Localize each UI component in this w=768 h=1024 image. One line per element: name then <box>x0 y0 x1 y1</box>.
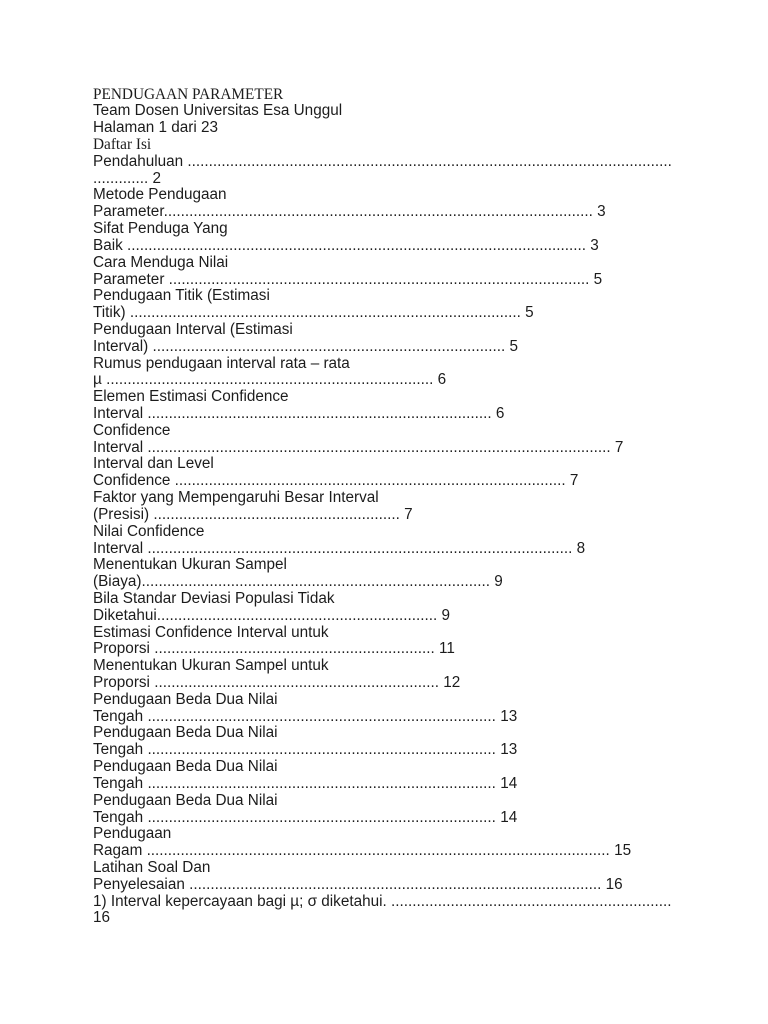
toc-entry-title-line <box>93 154 733 171</box>
toc-entry-page-line <box>93 742 733 759</box>
toc-page-number: 16 <box>93 909 111 927</box>
toc-page-number: 14 <box>500 808 518 826</box>
toc-entry <box>93 591 733 625</box>
toc-dot-leader: ................................................................................... <box>152 337 506 355</box>
toc-dot-leader: .......................................................... <box>153 505 400 523</box>
toc-entry-title-line <box>93 389 733 406</box>
toc-entry <box>93 288 733 322</box>
toc-entry-page-line <box>93 171 733 188</box>
toc-dot-leader: ............................................................................................................. <box>147 438 611 456</box>
toc-heading: Daftar Isi <box>93 136 152 154</box>
toc-entry-page-line <box>93 877 733 894</box>
toc-page-number: 9 <box>441 606 451 624</box>
toc-entry-page-line <box>93 339 733 356</box>
page-indicator: Halaman 1 dari 23 <box>93 119 218 137</box>
toc-dot-leader: .................................................................................. <box>147 707 496 725</box>
toc-entry-title-continued: µ <box>93 371 107 389</box>
toc-entry-title-continued: Tengah <box>93 707 148 725</box>
toc-entry-title-continued: Interval <box>93 405 148 423</box>
toc-entry <box>93 894 733 928</box>
toc-entry <box>93 423 733 457</box>
toc-entry-title: Pendugaan Titik (Estimasi <box>93 287 270 305</box>
toc-entry <box>93 860 733 894</box>
toc-dot-leader: .................................................................................. <box>141 573 490 591</box>
toc-entry-title: 1) Interval kepercayaan bagi µ; σ diketahui. <box>93 892 387 910</box>
toc-entry-title: Faktor yang Mempengaruhi Besar Interval <box>93 489 379 507</box>
toc-entry <box>93 826 733 860</box>
toc-page-number: 5 <box>525 304 534 322</box>
toc-entry-title-line <box>93 288 733 305</box>
toc-dot-leader: .................................................................................................... <box>147 539 573 557</box>
toc-entry-title-line <box>93 658 733 675</box>
toc-entry <box>93 524 733 558</box>
toc-page-number: 5 <box>593 270 603 288</box>
toc-page-number: 14 <box>500 774 518 792</box>
toc-entry <box>93 725 733 759</box>
toc-entry-title-continued: (Biaya) <box>93 573 142 591</box>
toc-entry-title: Pendugaan Beda Dua Nilai <box>93 758 278 776</box>
toc-dot-leader: .................................................................................. <box>147 808 496 826</box>
toc-entry-title-continued: (Presisi) <box>93 505 154 523</box>
toc-entry <box>93 255 733 289</box>
toc-entry <box>93 389 733 423</box>
toc-entry-title: Cara Menduga Nilai <box>93 253 229 271</box>
toc-entry-title: Pendugaan Interval (Estimasi <box>93 320 293 338</box>
table-of-contents <box>93 154 733 927</box>
toc-entry-title: Interval dan Level <box>93 455 214 473</box>
toc-entry <box>93 658 733 692</box>
toc-dot-leader: ............................................................................................................ <box>127 236 587 254</box>
toc-dot-leader: .................................................................. <box>154 640 435 658</box>
toc-entry-page-line <box>93 608 733 625</box>
toc-dot-leader: ............................................................................................ <box>129 304 521 322</box>
toc-entry <box>93 356 733 390</box>
toc-entry-title-continued: Interval <box>93 539 148 557</box>
toc-page-number: 9 <box>494 573 503 591</box>
toc-entry-title: Menentukan Ukuran Sampel <box>93 556 287 574</box>
toc-entry-page-line <box>93 272 733 289</box>
toc-entry <box>93 221 733 255</box>
toc-entry <box>93 557 733 591</box>
toc-page-number: 5 <box>509 337 519 355</box>
toc-entry-title-continued: Tengah <box>93 774 148 792</box>
toc-dot-leader: .................................................................................................................. <box>187 152 672 170</box>
toc-entry-title-continued: Penyelesaian <box>93 875 190 893</box>
toc-entry-title: Pendugaan <box>93 825 172 843</box>
toc-entry-page-line <box>93 574 733 591</box>
toc-entry-page-line <box>93 204 733 221</box>
toc-entry-title: Elemen Estimasi Confidence <box>93 388 289 406</box>
document-content <box>93 87 733 928</box>
toc-page-number: 7 <box>404 505 413 523</box>
toc-page-number: 13 <box>500 707 518 725</box>
toc-entry-title-continued: Parameter <box>93 270 169 288</box>
toc-entry-title-continued: Tengah <box>93 808 148 826</box>
toc-page-number: 16 <box>605 875 623 893</box>
toc-entry-title: Pendugaan Beda Dua Nilai <box>93 690 278 708</box>
toc-page-number: 7 <box>569 472 579 490</box>
toc-entry-title-line <box>93 793 733 810</box>
document-title: PENDUGAAN PARAMETER <box>93 85 284 103</box>
toc-entry-title-continued: Titik) <box>93 304 130 322</box>
toc-dot-leader: .................................................................................. <box>147 741 496 759</box>
toc-entry-title: Nilai Confidence <box>93 522 205 540</box>
toc-entry-title: Estimasi Confidence Interval untuk <box>93 623 329 641</box>
toc-page-number: 7 <box>614 438 624 456</box>
toc-entry-title-line <box>93 894 733 911</box>
toc-page-number: 8 <box>576 539 586 557</box>
toc-entry-title-line <box>93 625 733 642</box>
toc-entry-title: Sifat Penduga Yang <box>93 220 228 238</box>
toc-entry-title: Confidence <box>93 421 171 439</box>
toc-dot-leader: ............. <box>93 169 149 187</box>
toc-entry-title-line <box>93 187 733 204</box>
toc-entry-page-line <box>93 305 733 322</box>
toc-page-number: 6 <box>495 405 505 423</box>
toc-dot-leader: ................................................................................................... <box>168 270 590 288</box>
toc-entry <box>93 322 733 356</box>
toc-entry-title-continued: Ragam <box>93 842 147 860</box>
toc-entry-title-line <box>93 423 733 440</box>
toc-entry <box>93 154 733 188</box>
toc-entry-page-line <box>93 372 733 389</box>
toc-entry-page-line <box>93 473 733 490</box>
toc-entry-title-line <box>93 826 733 843</box>
toc-entry-page-line <box>93 843 733 860</box>
toc-entry-title: Metode Pendugaan <box>93 186 227 204</box>
toc-entry-page-line <box>93 776 733 793</box>
toc-dot-leader: ................................................................................................. <box>189 875 602 893</box>
toc-dot-leader: ............................................................................................ <box>174 472 566 490</box>
toc-page-number: 15 <box>614 842 632 860</box>
toc-entry-title-line <box>93 524 733 541</box>
toc-page-number: 2 <box>152 169 162 187</box>
toc-entry-title-continued: Confidence <box>93 472 175 490</box>
toc-dot-leader: .................................................................. <box>156 606 438 624</box>
toc-entry-page-line <box>93 238 733 255</box>
toc-entry-title: Pendahuluan <box>93 152 184 170</box>
toc-entry-page-line <box>93 641 733 658</box>
toc-entry-page-line <box>93 440 733 457</box>
document-author: Team Dosen Universitas Esa Unggul <box>93 102 343 120</box>
toc-page-number: 11 <box>438 640 455 658</box>
toc-entry-title-continued: Proporsi <box>93 640 155 658</box>
toc-entry-title-line <box>93 591 733 608</box>
toc-entry-page-line <box>93 541 733 558</box>
toc-entry-page-line <box>93 709 733 726</box>
toc-entry <box>93 759 733 793</box>
toc-page-number: 13 <box>500 741 518 759</box>
toc-entry-title: Pendugaan Beda Dua Nilai <box>93 724 278 742</box>
toc-entry-title-line <box>93 255 733 272</box>
toc-entry-title-line <box>93 860 733 877</box>
toc-entry-title-line <box>93 456 733 473</box>
toc-entry <box>93 490 733 524</box>
toc-entry-title-continued: Parameter <box>93 203 164 221</box>
toc-page-number: 6 <box>437 371 447 389</box>
toc-entry-title: Bila Standar Deviasi Populasi Tidak <box>93 589 335 607</box>
toc-entry <box>93 793 733 827</box>
toc-entry <box>93 456 733 490</box>
toc-entry-page-line <box>93 910 733 927</box>
toc-entry-title: Pendugaan Beda Dua Nilai <box>93 791 278 809</box>
toc-entry-title-line <box>93 490 733 507</box>
toc-dot-leader: .................................................................. <box>391 892 672 910</box>
toc-entry-title: Menentukan Ukuran Sampel untuk <box>93 657 329 675</box>
toc-entry-page-line <box>93 810 733 827</box>
toc-entry-title-line <box>93 557 733 574</box>
toc-entry-title-line <box>93 692 733 709</box>
toc-page-number: 12 <box>443 674 461 692</box>
toc-dot-leader: ..................................................................................................... <box>163 203 593 221</box>
toc-dot-leader: ................................................................... <box>154 674 439 692</box>
toc-entry-title-continued: Interval) <box>93 337 153 355</box>
toc-entry-title-line <box>93 221 733 238</box>
toc-entry-title-continued: Diketahui <box>93 606 157 624</box>
toc-entry-title-continued: Tengah <box>93 741 148 759</box>
toc-entry-page-line <box>93 675 733 692</box>
toc-entry-title: Latihan Soal Dan <box>93 858 211 876</box>
toc-dot-leader: ............................................................................. <box>106 371 434 389</box>
toc-entry <box>93 625 733 659</box>
toc-entry-title-line <box>93 725 733 742</box>
toc-page-number: 3 <box>590 236 599 254</box>
toc-entry-page-line <box>93 507 733 524</box>
toc-dot-leader: .................................................................................. <box>147 774 496 792</box>
toc-page-number: 3 <box>597 203 606 221</box>
toc-dot-leader: ............................................................................................................. <box>146 842 610 860</box>
toc-entry-title-line <box>93 356 733 373</box>
toc-entry-page-line <box>93 406 733 423</box>
toc-entry-title-line <box>93 322 733 339</box>
toc-entry-title: Rumus pendugaan interval rata – rata <box>93 354 350 372</box>
toc-entry <box>93 692 733 726</box>
toc-entry-title-continued: Proporsi <box>93 674 155 692</box>
toc-entry-title-line <box>93 759 733 776</box>
toc-entry <box>93 187 733 221</box>
toc-entry-title-continued: Interval <box>93 438 148 456</box>
toc-dot-leader: ................................................................................. <box>147 405 492 423</box>
toc-entry-title-continued: Baik <box>93 236 128 254</box>
